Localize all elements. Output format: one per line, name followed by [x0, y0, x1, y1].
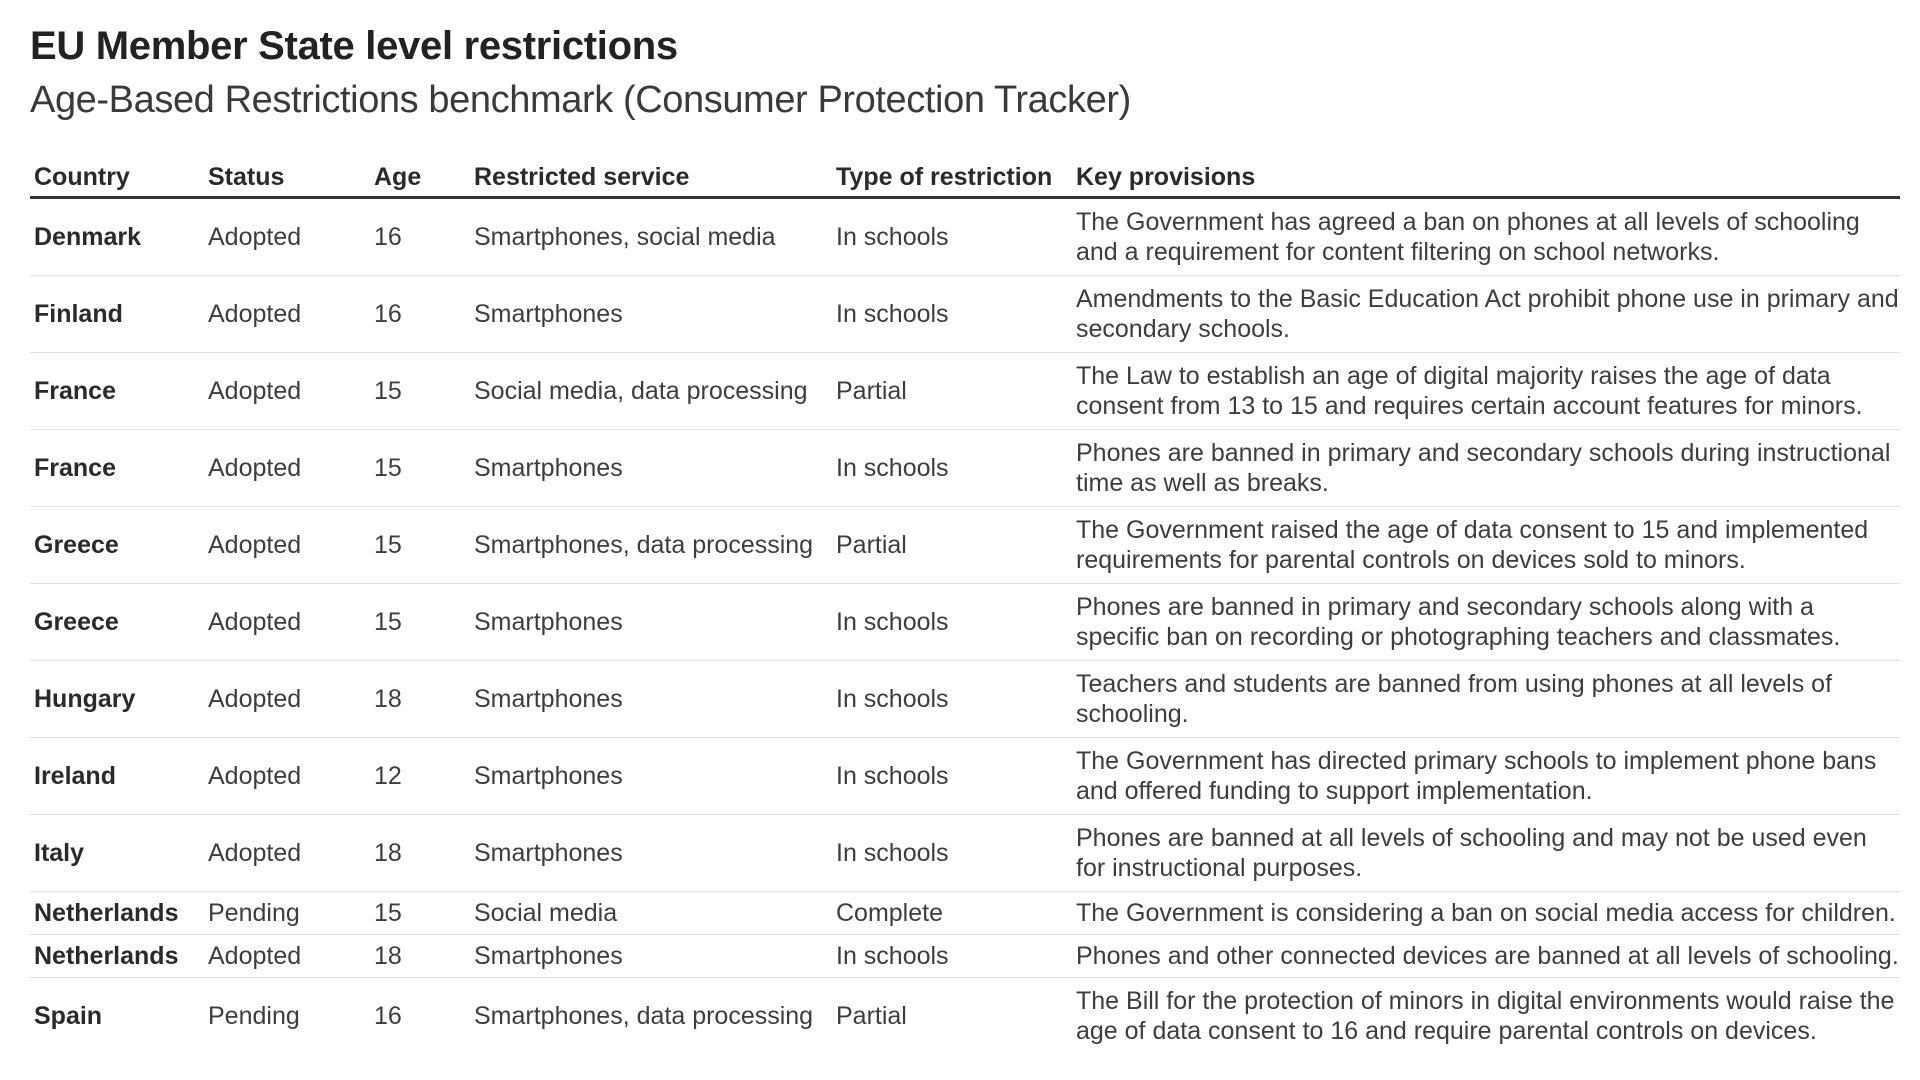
key-provisions-cell: Phones are banned in primary and secondary schools during instructional time as well as breaks. [1072, 430, 1900, 507]
key-provisions-cell: The Law to establish an age of digital majority raises the age of data consent from 13 to 15 and requires certain account features for minors. [1072, 353, 1900, 430]
country-cell: Hungary [30, 661, 204, 738]
table-row [30, 276, 1900, 353]
status-cell: Adopted [204, 584, 370, 661]
restriction-type-cell: In schools [832, 584, 1072, 661]
country-cell: Denmark [30, 198, 204, 276]
table-header-row [30, 152, 1900, 198]
restriction-type-cell: In schools [832, 935, 1072, 978]
key-provisions-cell: The Government raised the age of data consent to 15 and implemented requirements for parental controls on devices sold to minors. [1072, 507, 1900, 584]
country-cell: Italy [30, 815, 204, 892]
restriction-type-cell: Partial [832, 507, 1072, 584]
status-cell: Adopted [204, 276, 370, 353]
service-cell: Smartphones, data processing [470, 507, 832, 584]
age-cell: 12 [370, 738, 470, 815]
key-provisions-cell: The Government has agreed a ban on phones at all levels of schooling and a requirement for content filtering on school networks. [1072, 198, 1900, 276]
key-provisions-cell: The Government has directed primary schools to implement phone bans and offered funding to support implementation. [1072, 738, 1900, 815]
country-cell: Netherlands [30, 892, 204, 935]
status-cell: Adopted [204, 353, 370, 430]
service-cell: Smartphones, social media [470, 198, 832, 276]
table-row [30, 430, 1900, 507]
country-cell: France [30, 353, 204, 430]
restriction-type-cell: In schools [832, 198, 1072, 276]
column-header-age: Age [370, 152, 470, 198]
country-cell: France [30, 430, 204, 507]
service-cell: Smartphones [470, 738, 832, 815]
restriction-type-cell: In schools [832, 276, 1072, 353]
service-cell: Smartphones [470, 935, 832, 978]
column-header-key-provisions: Key provisions [1072, 152, 1900, 198]
country-cell: Ireland [30, 738, 204, 815]
restriction-type-cell: In schools [832, 738, 1072, 815]
column-header-country: Country [30, 152, 204, 198]
table-row [30, 661, 1900, 738]
restriction-type-cell: Complete [832, 892, 1072, 935]
age-cell: 16 [374, 1002, 402, 1030]
age-cell: 15 [370, 892, 470, 935]
service-cell: Social media, data processing [470, 353, 832, 430]
table-row [30, 584, 1900, 661]
age-cell: 16 [370, 198, 470, 276]
column-header-restricted-service: Restricted service [470, 152, 832, 198]
table-row [30, 892, 1900, 935]
age-cell: 18 [370, 815, 470, 892]
page-subtitle: Age-Based Restrictions benchmark (Consumer Protection Tracker) [30, 79, 1131, 121]
column-header-type-of-restriction: Type of restriction [832, 152, 1072, 198]
age-cell: 18 [370, 661, 470, 738]
column-header-status: Status [204, 152, 370, 198]
table-row [30, 198, 1900, 276]
table-row [30, 935, 1900, 978]
table-row [30, 978, 1900, 1055]
status-cell: Adopted [204, 738, 370, 815]
key-provisions-cell: Phones and other connected devices are banned at all levels of schooling. [1072, 935, 1900, 978]
service-cell: Smartphones [470, 584, 832, 661]
key-provisions-cell: Phones are banned at all levels of schooling and may not be used even for instructional purposes. [1072, 815, 1900, 892]
status-cell: Adopted [204, 935, 370, 978]
service-cell: Smartphones [470, 430, 832, 507]
restriction-type-cell: Partial [836, 1002, 907, 1030]
restriction-type-cell: In schools [832, 815, 1072, 892]
restriction-type-cell: In schools [832, 430, 1072, 507]
status-cell: Pending [208, 1002, 300, 1030]
age-cell: 15 [370, 353, 470, 430]
status-cell: Adopted [204, 198, 370, 276]
service-cell: Smartphones, data processing [474, 1002, 814, 1030]
key-provisions-cell: The Bill for the protection of minors in digital environments would raise the age of data consent to 16 and require parental controls on devices. [1076, 987, 1895, 1045]
key-provisions-cell: Teachers and students are banned from using phones at all levels of schooling. [1072, 661, 1900, 738]
service-cell: Smartphones [470, 661, 832, 738]
key-provisions-cell: Amendments to the Basic Education Act prohibit phone use in primary and secondary schools. [1072, 276, 1900, 353]
age-cell: 15 [370, 507, 470, 584]
key-provisions-cell: The Government is considering a ban on social media access for children. [1072, 892, 1900, 935]
country-cell: Spain [34, 1002, 103, 1030]
age-cell: 16 [370, 276, 470, 353]
restrictions-table [30, 152, 1900, 1054]
table-row [30, 815, 1900, 892]
age-cell: 15 [370, 584, 470, 661]
service-cell: Social media [470, 892, 832, 935]
status-cell: Adopted [204, 815, 370, 892]
status-cell: Adopted [204, 661, 370, 738]
page-title: EU Member State level restrictions [30, 24, 678, 68]
restriction-type-cell: In schools [832, 661, 1072, 738]
age-cell: 18 [370, 935, 470, 978]
service-cell: Smartphones [470, 276, 832, 353]
status-cell: Adopted [204, 430, 370, 507]
restriction-type-cell: Partial [832, 353, 1072, 430]
country-cell: Greece [30, 507, 204, 584]
key-provisions-cell: Phones are banned in primary and secondary schools along with a specific ban on recording or photographing teachers and classmates. [1072, 584, 1900, 661]
country-cell: Greece [30, 584, 204, 661]
country-cell: Finland [30, 276, 204, 353]
country-cell: Netherlands [30, 935, 204, 978]
table-row [30, 507, 1900, 584]
status-cell: Adopted [204, 507, 370, 584]
table-row [30, 353, 1900, 430]
service-cell: Smartphones [470, 815, 832, 892]
age-cell: 15 [370, 430, 470, 507]
table-row [30, 738, 1900, 815]
status-cell: Pending [204, 892, 370, 935]
